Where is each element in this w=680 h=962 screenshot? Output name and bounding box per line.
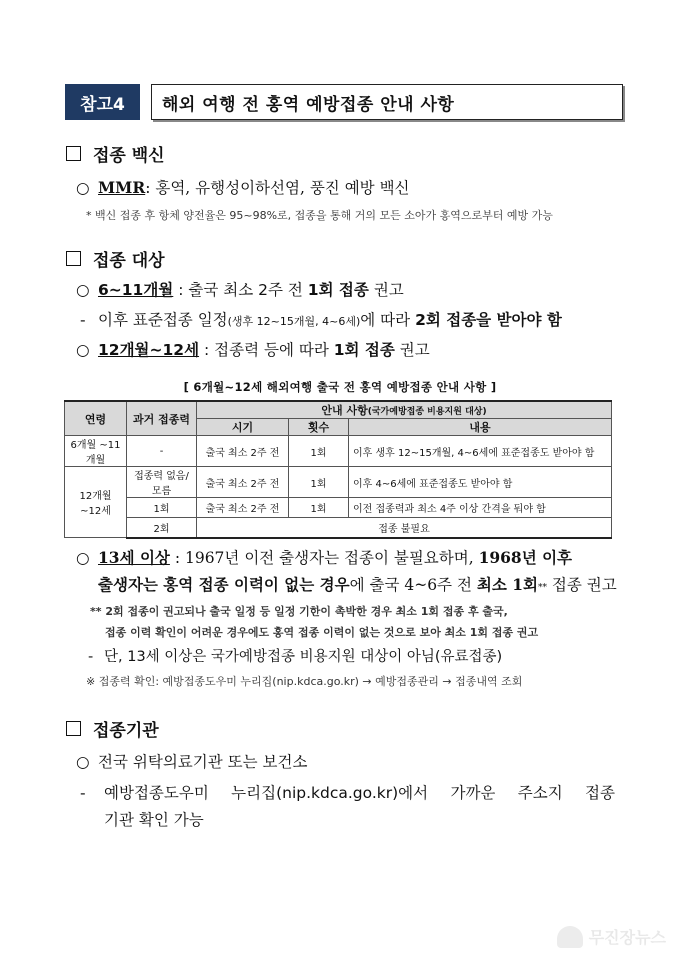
dash-bullet: - [80, 311, 86, 329]
age-term: 6~11개월 [98, 281, 174, 299]
emphasis: 최소 1회 [476, 575, 538, 594]
content-cell: 이전 접종력과 최소 4주 이상 간격을 둬야 함 [349, 498, 612, 518]
agency-dash-cont: 기관 확인 가능 [104, 811, 204, 829]
logo-icon [557, 926, 583, 948]
content-cell: 이후 생후 12~15개월, 4~6세에 표준접종도 받아야 함 [349, 436, 612, 467]
agency-dash [80, 781, 615, 803]
circle-bullet-icon: ○ [76, 341, 90, 359]
text: 단, 13세 이상은 국가예방접종 비용지원 대상이 아님(유료접종) [104, 649, 503, 665]
history-cell: 접종력 없음/모름 [127, 467, 197, 498]
teen-footnote-1: ** 2회 접종이 권고되나 출국 일정 등 일정 기한이 촉박한 경우 최소 1회 접종 후 출국, [90, 605, 508, 618]
text: 권고 [368, 281, 404, 299]
reference-badge: 참고4 [65, 84, 140, 120]
teen-bullet [76, 546, 572, 568]
section-agency-heading [66, 716, 159, 741]
header-guide-label: 안내 사항 [321, 404, 368, 417]
section-vaccine-heading [66, 141, 165, 166]
section-title: 접종 대상 [93, 251, 165, 271]
age-cell: 12개월 ~12세 [65, 467, 127, 538]
emphasis: 1회 접종 [307, 281, 369, 299]
square-bullet-icon [66, 721, 81, 736]
section-title: 접종기관 [93, 721, 159, 741]
header-guide-sub: (국가예방접종 비용지원 대상) [367, 407, 487, 417]
count-cell: 1회 [289, 498, 349, 518]
watermark [557, 925, 666, 948]
vaccine-desc: : 홍역, 유행성이하선염, 풍진 예방 백신 [145, 179, 410, 197]
age-term: 13세 이상 [98, 548, 170, 567]
text: 에 출국 4~6주 전 [349, 576, 477, 594]
target-bullet-child [76, 338, 430, 360]
emphasis: 1회 접종 [333, 341, 395, 359]
header-age: 연령 [65, 401, 127, 436]
circle-bullet-icon: ○ [76, 281, 90, 299]
text: : 접종력 등에 따라 [199, 341, 334, 359]
agency-bullet [76, 750, 307, 772]
timing-cell: 출국 최소 2주 전 [197, 436, 289, 467]
timing-cell: 출국 최소 2주 전 [197, 498, 289, 518]
table-row [65, 498, 612, 518]
text: 예방접종도우미 누리집(nip.kdca.go.kr)에서 가까운 주소지 접종 [104, 784, 615, 802]
teen-dash [88, 645, 502, 666]
text: 접종 권고 [546, 576, 617, 594]
vaccine-note: * 백신 접종 후 항체 양전율은 95~98%로, 접종을 통해 거의 모든 소아가 홍역으로부터 예방 가능 [86, 209, 553, 222]
target-bullet-infant [76, 278, 404, 300]
header-content: 내용 [349, 419, 612, 436]
count-cell: 1회 [289, 436, 349, 467]
text: 권고 [394, 341, 430, 359]
emphasis: 2회 접종을 받아야 함 [415, 311, 562, 329]
age-term: 12개월~12세 [98, 341, 200, 359]
text: 전국 위탁의료기관 또는 보건소 [98, 753, 308, 771]
vaccine-bullet [76, 176, 410, 198]
history-cell: 2회 [127, 518, 197, 538]
history-check-note: ※ 접종력 확인: 예방접종도우미 누리집(nip.kdca.go.kr) → 예방접종관리 → 접종내역 조회 [86, 675, 523, 688]
history-cell: - [127, 436, 197, 467]
text: : 1967년 이전 출생자는 접종이 불필요하며, [169, 549, 479, 567]
teen-footnote-2: 접종 이력 확인이 어려운 경우에도 홍역 접종 이력이 없는 것으로 보아 최소 1회 접종 권고 [105, 626, 539, 639]
table-row [65, 518, 612, 538]
header-guide [197, 401, 612, 419]
history-cell: 1회 [127, 498, 197, 518]
square-bullet-icon [66, 146, 81, 161]
header-count: 횟수 [289, 419, 349, 436]
section-target-heading [66, 246, 165, 271]
footnote-mark: ** [537, 583, 547, 593]
timing-cell: 출국 최소 2주 전 [197, 467, 289, 498]
emphasis: 1968년 이후 [478, 548, 573, 567]
target-dash-infant [80, 308, 562, 330]
content-cell: 접종 불필요 [197, 518, 612, 538]
table-row [65, 436, 612, 467]
content-cell: 이후 4~6세에 표준접종도 받아야 함 [349, 467, 612, 498]
text: 이후 표준접종 일정 [98, 311, 228, 329]
header-timing: 시기 [197, 419, 289, 436]
age-cell: 6개월 ~11개월 [65, 436, 127, 467]
circle-bullet-icon: ○ [76, 753, 90, 771]
text: 에 따라 [360, 311, 416, 329]
dash-bullet: - [80, 784, 86, 802]
circle-bullet-icon: ○ [76, 549, 90, 567]
page-title: 해외 여행 전 홍역 예방접종 안내 사항 [151, 84, 623, 120]
watermark-text: 무진장뉴스 [588, 928, 666, 947]
count-cell: 1회 [289, 467, 349, 498]
header-history: 과거 접종력 [127, 401, 197, 436]
text-small: (생후 12~15개월, 4~6세) [227, 315, 361, 328]
square-bullet-icon [66, 251, 81, 266]
text: : 출국 최소 2주 전 [173, 281, 308, 299]
section-title: 접종 백신 [93, 146, 165, 166]
table-caption: [ 6개월~12세 해외여행 출국 전 홍역 예방접종 안내 사항 ] [183, 380, 497, 394]
table-row [65, 467, 612, 498]
vaccine-name: MMR [98, 178, 146, 197]
circle-bullet-icon: ○ [76, 179, 90, 197]
teen-bullet-cont [98, 573, 617, 595]
vaccination-table [64, 400, 612, 539]
emphasis: 출생자는 홍역 접종 이력이 없는 경우 [98, 575, 350, 594]
dash-bullet: - [88, 649, 94, 665]
